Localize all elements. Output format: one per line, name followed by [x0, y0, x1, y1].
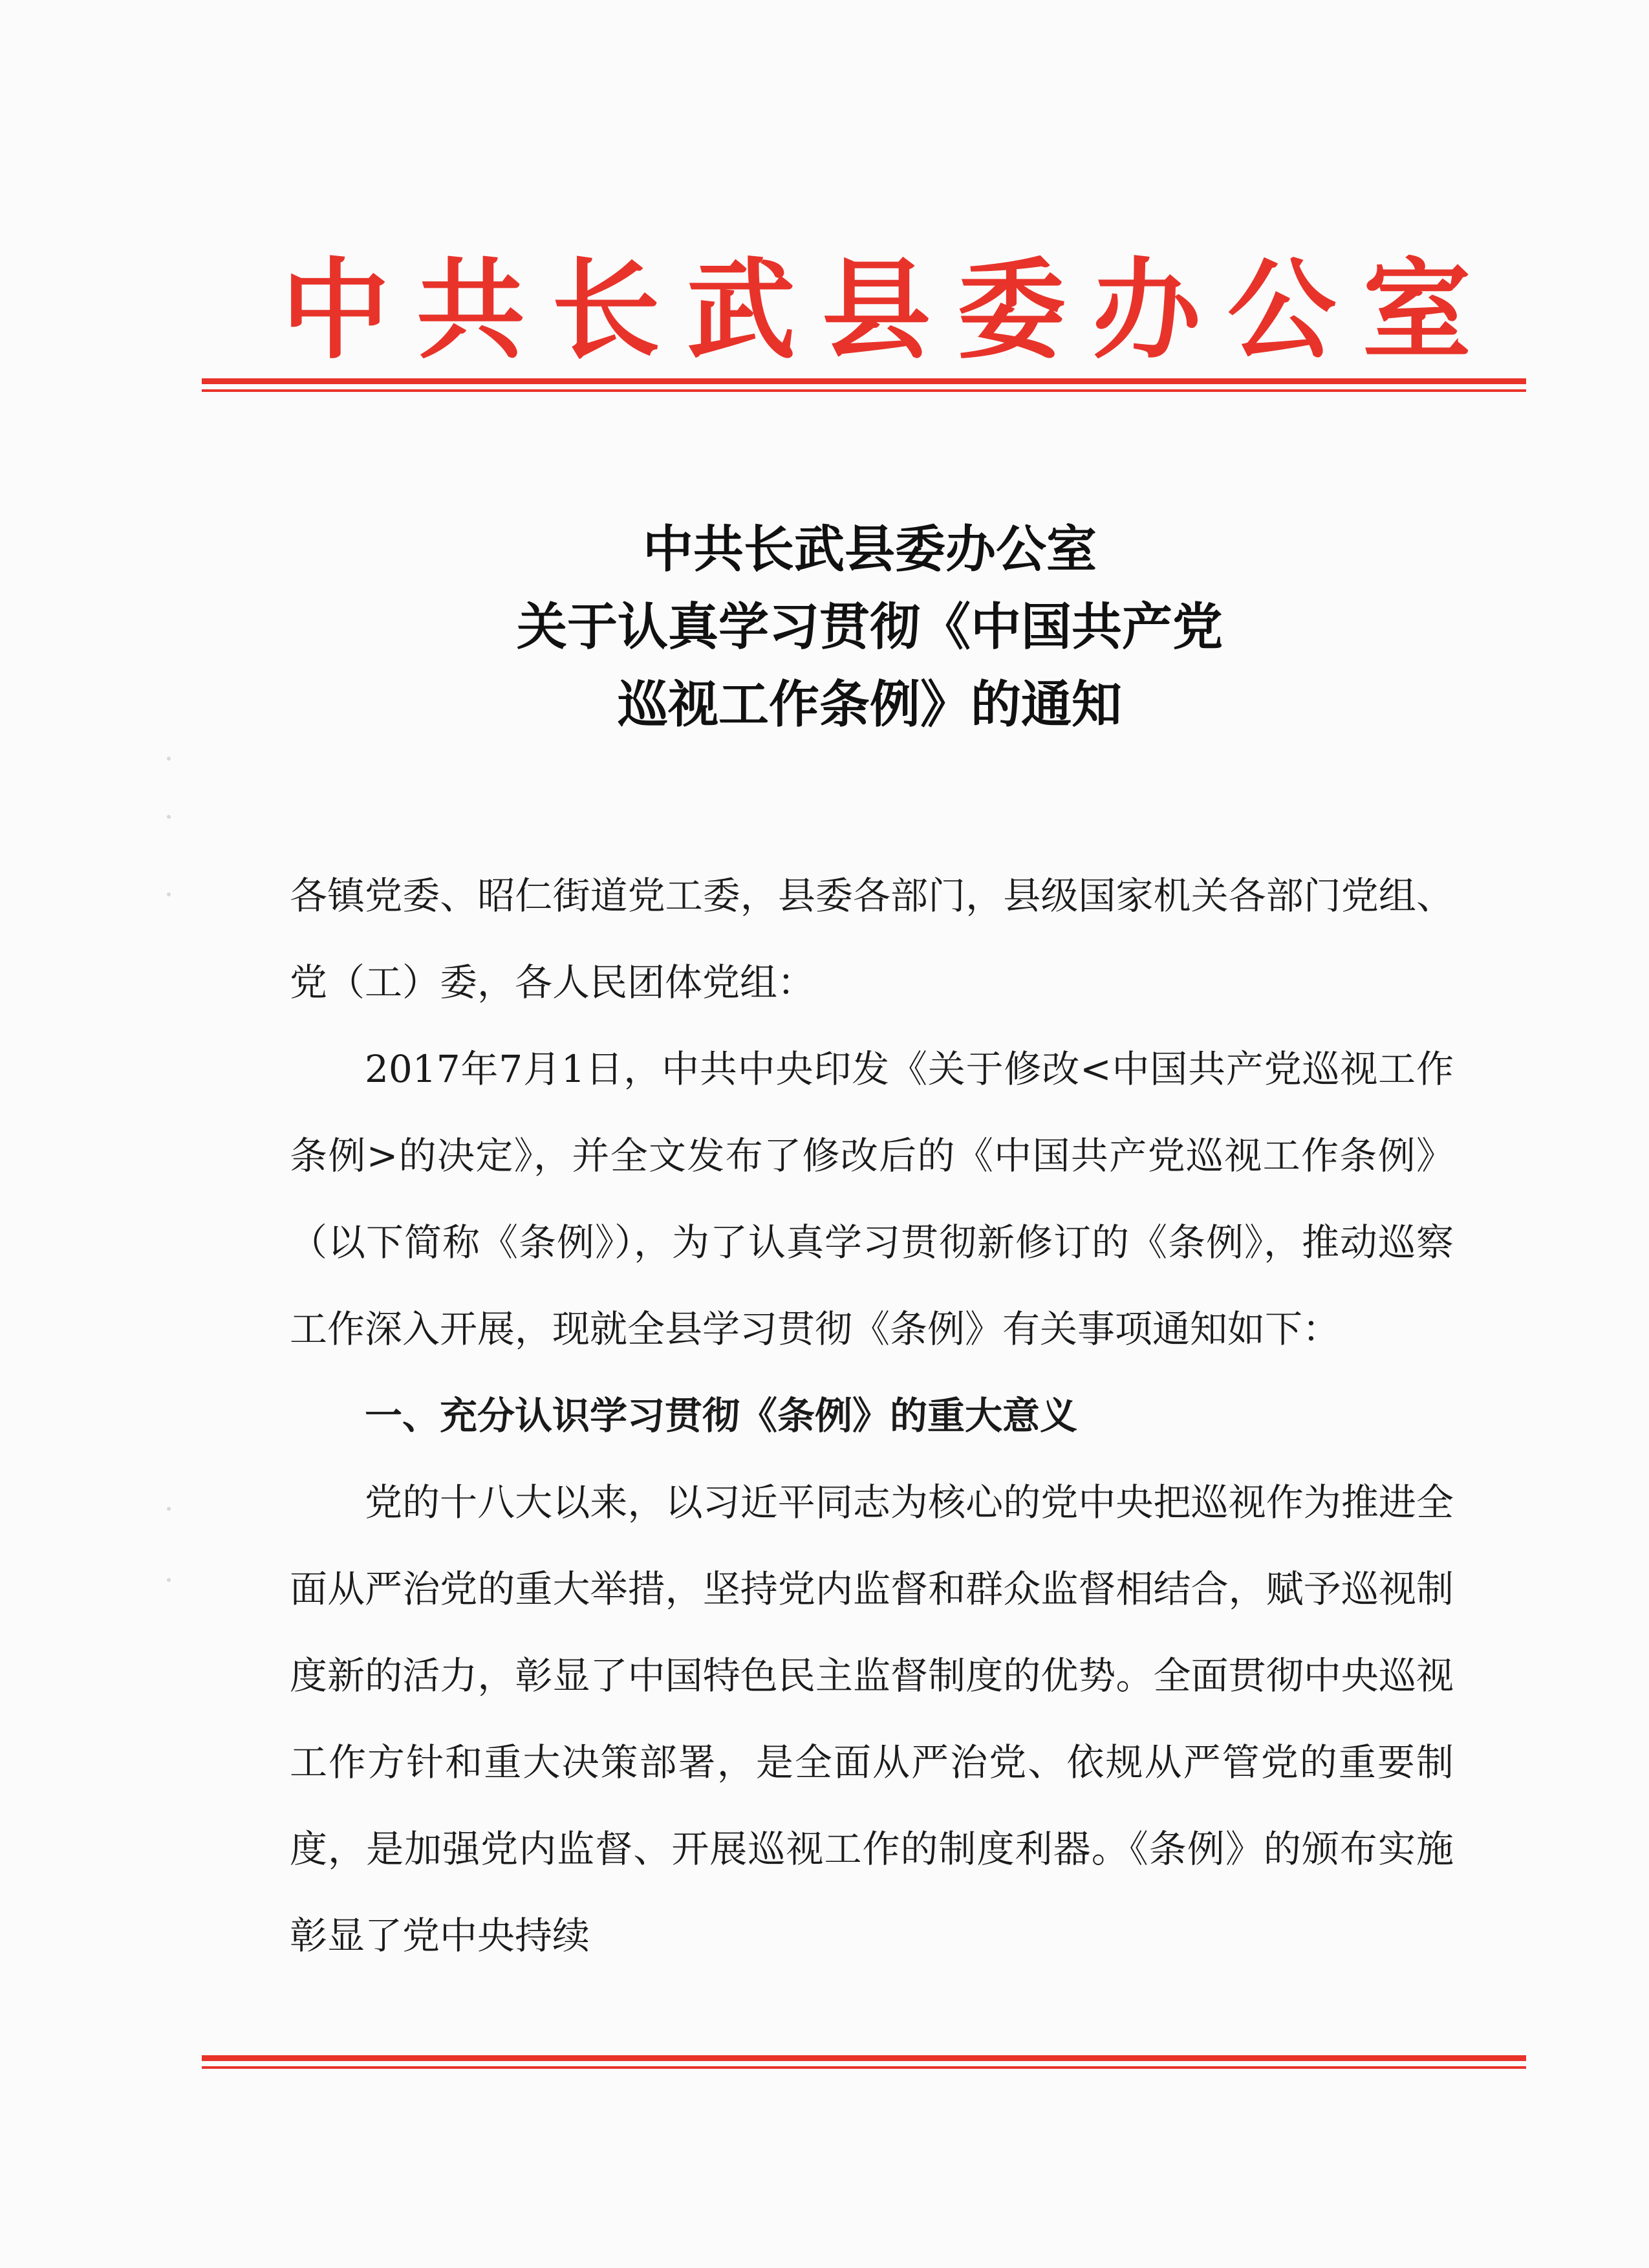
letterhead-organization: 中共长武县委办公室 [281, 247, 1471, 374]
footer-rule-thin [202, 2066, 1526, 2069]
section-1-paragraph: 党的十八大以来，以习近平同志为核心的党中央把巡视作为推进全面从严治党的重大举措，坚持党内监督和群众监督相结合，赋予巡视制度新的活力，彰显了中国特色民主监督制度的优势。全面贯彻中央巡视工作方针和重大决策部署，是全面从严治党、依规从严管党的重要制度，是加强党内监督、开展巡视工作的制度利器。《条例》的颁布实施彰显了党中央持续 [290, 1480, 1454, 1958]
addressees: 各镇党委、昭仁街道党工委，县委各部门，县级国家机关各部门党组、党（工）委，各人民团体党组： [290, 874, 1454, 1004]
letterhead-rule-thick [202, 378, 1526, 384]
binding-hole [167, 892, 171, 896]
document-title [294, 511, 1445, 744]
letterhead-rule-thin [202, 389, 1526, 392]
binding-hole [167, 1578, 171, 1582]
document-body [290, 852, 1454, 1979]
intro-paragraph: 2017年7月1日，中共中央印发《关于修改<中国共产党巡视工作条例>的决定》，并全文发布了修改后的《中国共产党巡视工作条例》（以下简称《条例》），为了认真学习贯彻新修订的《条例》，推动巡察工作深入开展，现就全县学习贯彻《条例》有关事项通知如下： [290, 1047, 1454, 1351]
binding-hole [167, 757, 171, 761]
title-line-1: 中共长武县委办公室 [642, 521, 1097, 579]
title-line-2: 关于认真学习贯彻《中国共产党 [516, 598, 1223, 656]
footer-rule-thick [202, 2055, 1526, 2061]
title-line-3: 巡视工作条例》的通知 [617, 676, 1122, 734]
binding-hole [167, 1507, 171, 1511]
binding-hole [167, 815, 171, 819]
section-heading-1: 一、充分认识学习贯彻《条例》的重大意义 [365, 1394, 1078, 1438]
